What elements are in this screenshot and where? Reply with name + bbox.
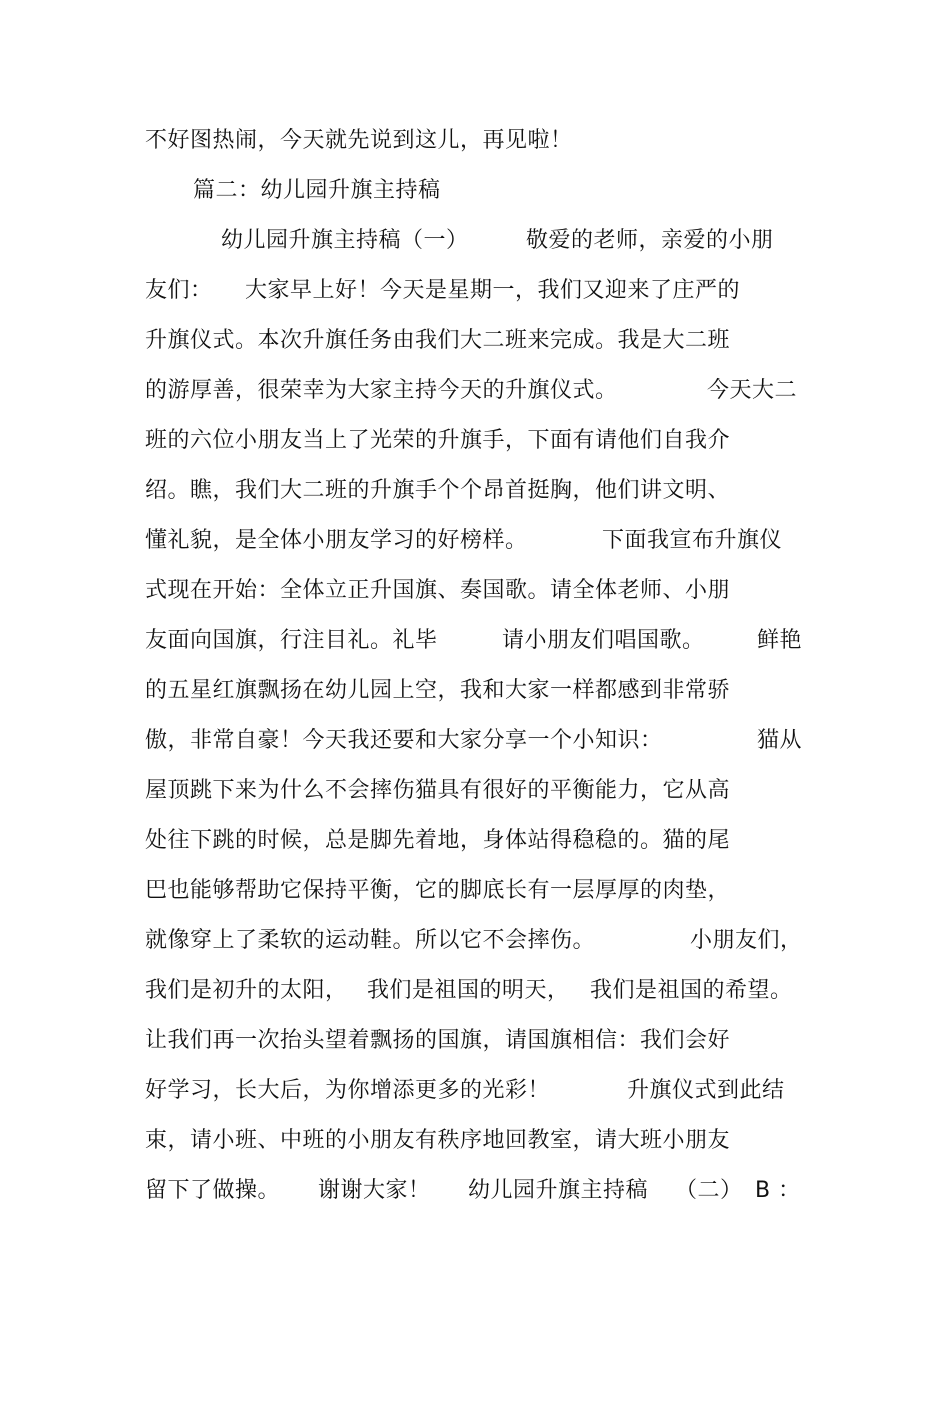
text-segment: 升旗仪式到此结: [627, 1078, 785, 1103]
text-line: [0, 874, 731, 908]
text-segment: 幼儿园升旗主持稿（一）: [221, 228, 469, 253]
text-segment: 的游厚善，很荣幸为大家主持今天的升旗仪式。: [145, 378, 618, 403]
text-segment: 下面我宣布升旗仪: [602, 528, 783, 553]
text-line: [0, 474, 731, 508]
text-segment: 篇二：幼儿园升旗主持稿: [193, 178, 441, 203]
text-line: [0, 274, 741, 308]
text-segment: （二）: [675, 1178, 743, 1203]
text-line: [0, 524, 783, 558]
text-segment: 我们是祖国的明天，: [367, 978, 570, 1003]
text-segment: 处往下跳的时候，总是脚先着地，身体站得稳稳的。猫的尾: [145, 828, 731, 853]
text-line: [0, 724, 803, 758]
text-line: [0, 824, 731, 858]
text-segment: 大家早上好！今天是星期一，我们又迎来了庄严的: [245, 278, 741, 303]
text-segment: 傲，非常自豪！今天我还要和大家分享一个小知识：: [145, 728, 663, 753]
text-segment: 巴也能够帮助它保持平衡，它的脚底长有一层厚厚的肉垫，: [145, 878, 731, 903]
text-line: [0, 674, 731, 708]
text-segment: 请小朋友们唱国歌。: [502, 628, 705, 653]
text-line: [0, 424, 731, 458]
text-segment: 绍。瞧，我们大二班的升旗手个个昂首挺胸，他们讲文明、: [145, 478, 731, 503]
text-segment: 就像穿上了柔软的运动鞋。所以它不会摔伤。: [145, 928, 596, 953]
text-line: [0, 574, 731, 608]
text-segment: 屋顶跳下来为什么不会摔伤猫具有很好的平衡能力，它从高: [145, 778, 731, 803]
text-segment: 束，请小班、中班的小朋友有秩序地回教室，请大班小朋友: [145, 1128, 731, 1153]
text-segment: 让我们再一次抬头望着飘扬的国旗，请国旗相信：我们会好: [145, 1028, 731, 1053]
text-segment: 升旗仪式。本次升旗任务由我们大二班来完成。我是大二班: [145, 328, 731, 353]
text-segment: 友面向国旗，行注目礼。礼毕: [145, 628, 438, 653]
text-line: [0, 1124, 731, 1158]
text-segment: 鲜艳: [757, 628, 803, 653]
text-line: [0, 374, 798, 408]
text-line: [0, 1024, 731, 1058]
text-segment: 的五星红旗飘扬在幼儿园上空，我和大家一样都感到非常骄: [145, 678, 731, 703]
section-heading: [0, 174, 441, 208]
text-segment: 我们是初升的太阳，: [145, 978, 348, 1003]
text-line: [0, 924, 803, 958]
text-line: [0, 974, 793, 1008]
text-line: [0, 324, 731, 358]
text-segment: 今天大二: [707, 378, 798, 403]
text-segment: 懂礼貌，是全体小朋友学习的好榜样。: [145, 528, 528, 553]
text-line: [0, 224, 774, 258]
text-segment: 我们是祖国的希望。: [590, 978, 793, 1003]
text-segment: 好学习，长大后，为你增添更多的光彩！: [145, 1078, 551, 1103]
text-segment: 猫从: [757, 728, 803, 753]
text-segment: 小朋友们，: [690, 928, 803, 953]
text-segment: 友们：: [145, 278, 213, 303]
text-segment: B ：: [755, 1178, 801, 1203]
text-segment: 幼儿园升旗主持稿: [468, 1178, 649, 1203]
text-segment: 式现在开始：全体立正升国旗、奏国歌。请全体老师、小朋: [145, 578, 731, 603]
text-line: [0, 1174, 801, 1208]
text-line: [0, 1074, 785, 1108]
text-segment: 班的六位小朋友当上了光荣的升旗手，下面有请他们自我介: [145, 428, 731, 453]
text-line: [0, 774, 731, 808]
text-line: [0, 624, 803, 658]
text-segment: 不好图热闹，今天就先说到这儿，再见啦！: [145, 128, 573, 153]
text-line: [0, 124, 573, 158]
text-segment: 谢谢大家！: [318, 1178, 431, 1203]
text-segment: 留下了做操。: [145, 1178, 281, 1203]
text-segment: 敬爱的老师，亲爱的小朋: [526, 228, 774, 253]
